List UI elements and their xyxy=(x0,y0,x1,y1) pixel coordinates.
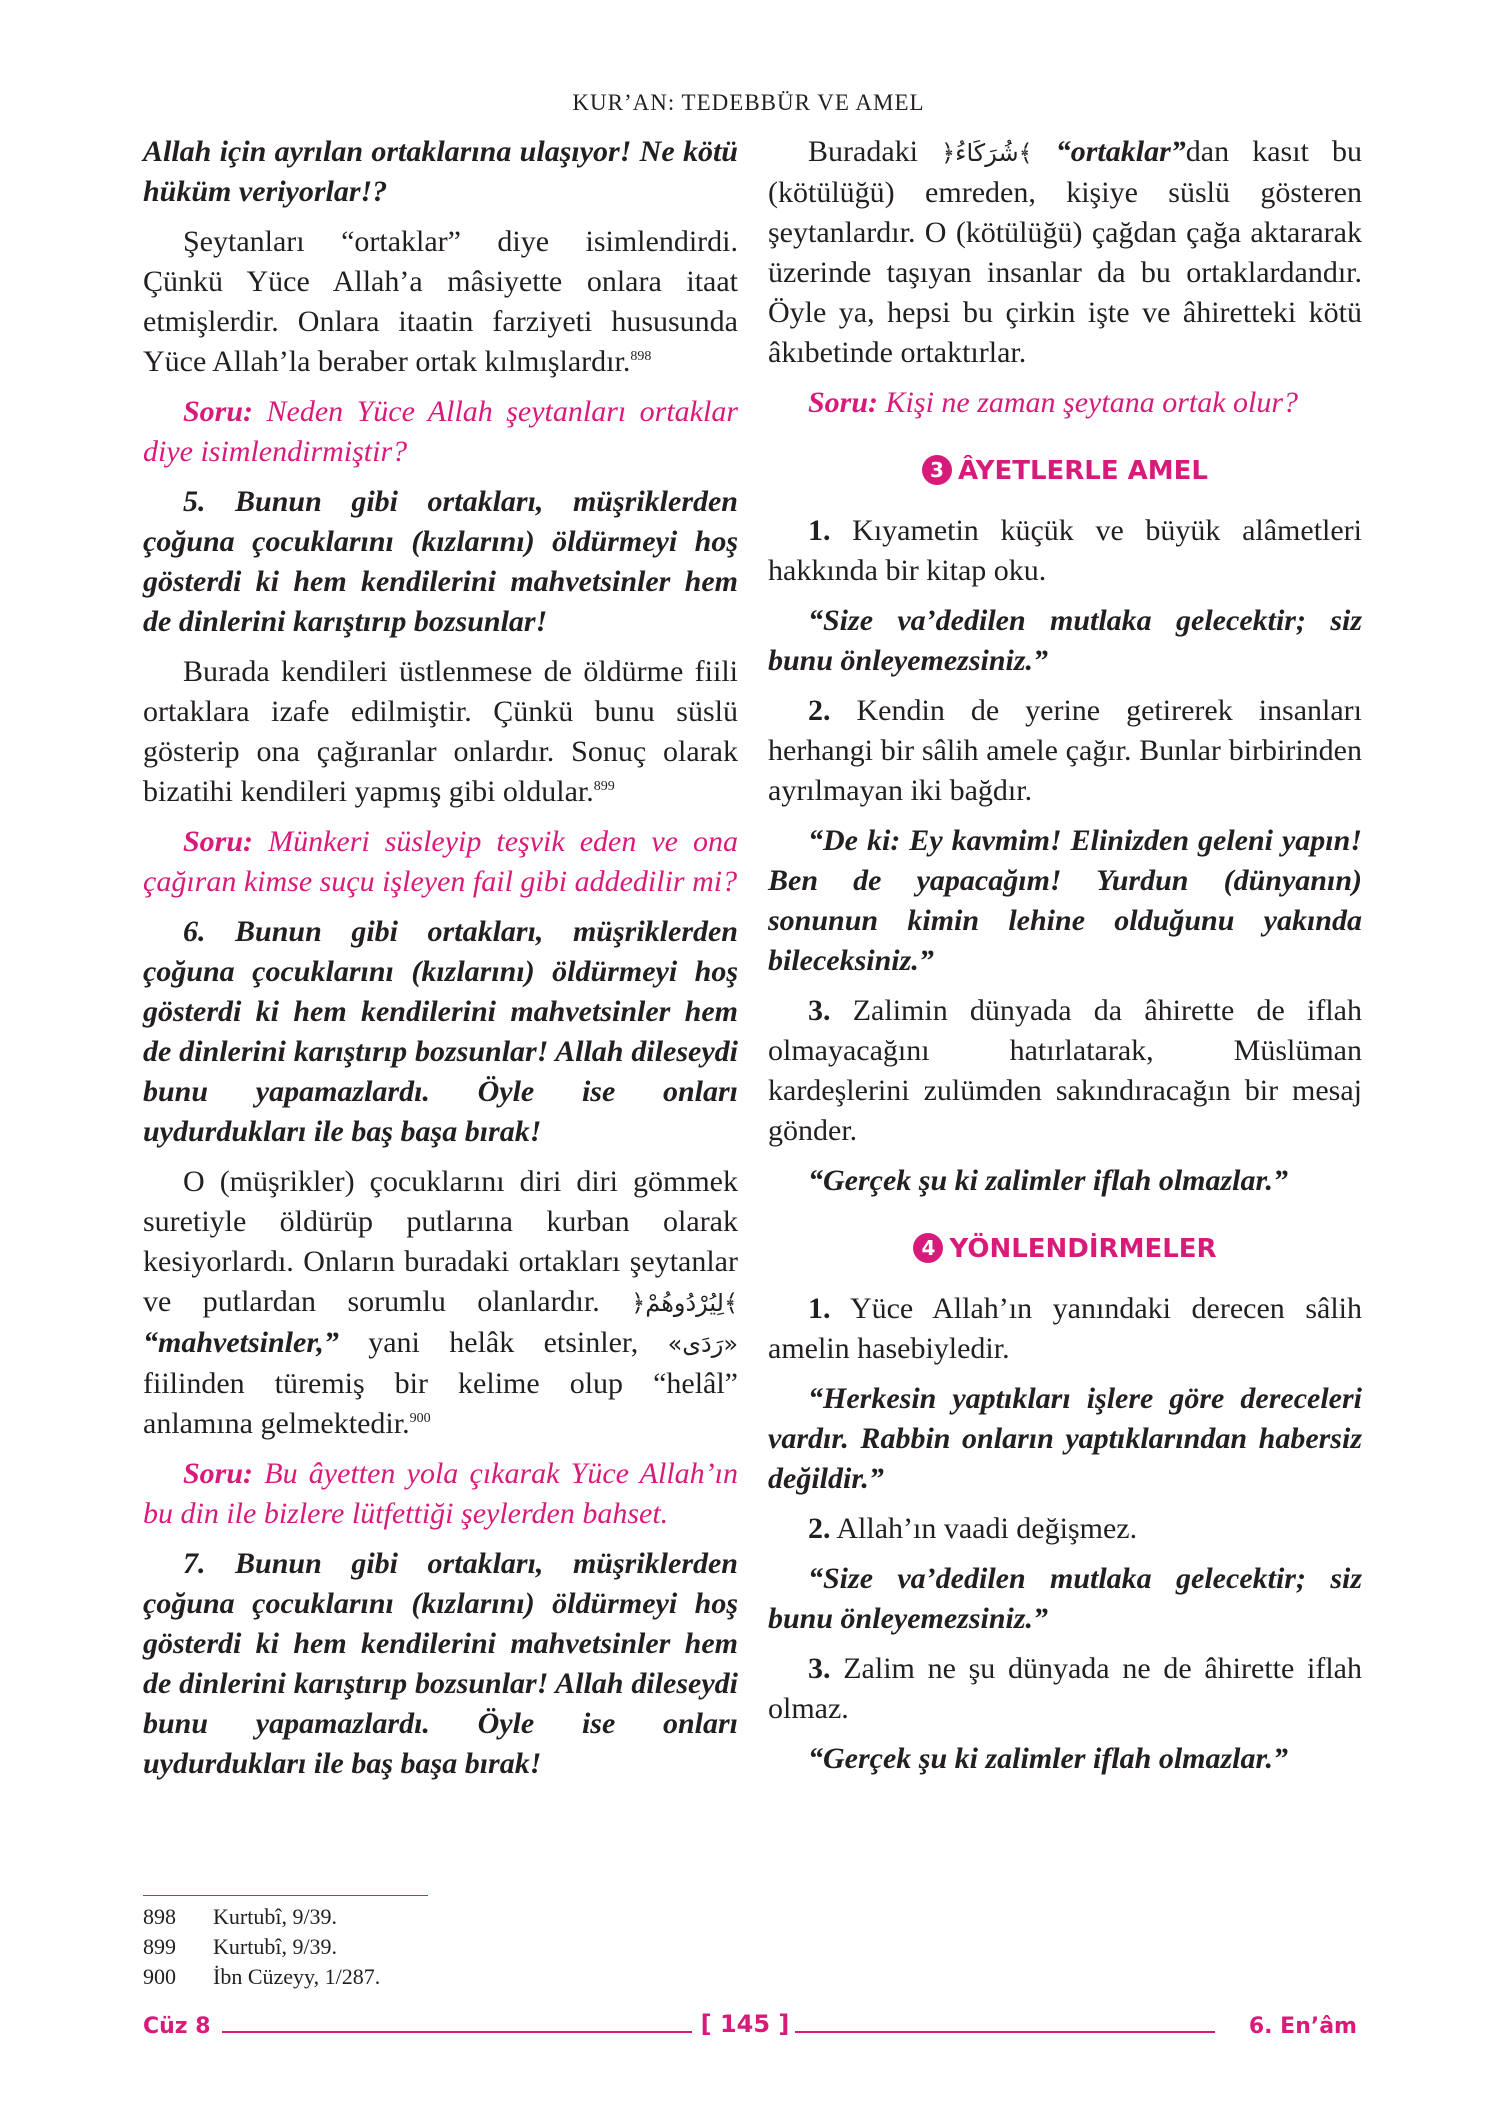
footnote: 898 Kurtubî, 9/39. xyxy=(143,1904,338,1929)
left-column xyxy=(143,132,738,1794)
arabic-word: ﴿لِيُرْدُوهُمْ﴾ xyxy=(631,1289,739,1317)
juz-label: Cüz 8 xyxy=(143,2014,211,2039)
list-item: 3. Zalimin dünyada da âhirette de iflah olmayacağını hatırlatarak, Müslüman kardeşlerini zulümden sakındıracağın bir mesaj gönder. xyxy=(768,994,1363,1147)
commentary-paragraph: Burada kendileri üstlenmese de öldürme fiili ortaklara izafe edilmiştir. Çünkü bunu süslü gösterip ona çağıranlar onlardır. Sonuç olarak bizatihi kendileri yapmış gibi oldular.$^{899}$ xyxy=(143,655,738,808)
right-column xyxy=(768,132,1362,1789)
section-heading-yonlendirmeler: 4 YÖNLENDİRMELER xyxy=(768,1231,1362,1267)
question: Soru: Bu âyetten yola çıkarak Yüce Allah’ın bu din ile bizlere lütfettiği şeylerden bahset. xyxy=(143,1457,738,1530)
verse-quote: “Herkesin yaptıkları işlere göre dereceleri vardır. Rabbin onların yaptıklarından habersiz değildir.” xyxy=(768,1382,1362,1495)
verse-text: Allah için ayrılan ortaklarına ulaşıyor! Ne kötü hüküm veriyorlar!? xyxy=(143,135,738,208)
footnote-ref: 899 xyxy=(593,779,615,794)
verse-quote: “Gerçek şu ki zalimler iflah olmazlar.” xyxy=(808,1742,1289,1775)
footer-rule xyxy=(795,2031,1215,2033)
footnotes xyxy=(143,1902,380,1992)
page-footer xyxy=(0,2010,1497,2050)
footnote: 900 İbn Cüzeyy, 1/287. xyxy=(143,1964,381,1989)
footer-rule xyxy=(222,2031,692,2033)
verse-quote: “De ki: Ey kavmim! Elinizden geleni yapın! Ben de yapacağım! Yurdun (dünyanın) sonunun kimin lehine olduğunu yakında bileceksiniz.” xyxy=(768,824,1362,977)
list-item: 1. Kıyametin küçük ve büyük alâmetleri hakkında bir kitap oku. xyxy=(768,514,1363,587)
verse-text: 7. Bunun gibi ortakları, müşriklerden çoğuna çocuklarını (kızlarını) öldürmeyi hoş gösterdi ki hem kendilerini mahvetsinler hem de dinlerini karıştırıp bozsunlar! Allah dileseydi bunu yapamazlardı. Öyle ise onları uydurdukları ile baş başa bırak! xyxy=(143,1547,738,1780)
question: Soru: Kişi ne zaman şeytana ortak olur? xyxy=(808,386,1299,419)
verse-quote: “Size va’dedilen mutlaka gelecektir; siz bunu önleyemezsiniz.” xyxy=(768,1562,1362,1635)
list-item: 2. Kendin de yerine getirerek insanları herhangi bir sâlih amele çağır. Bunlar birbirinden ayrılmayan iki bağdır. xyxy=(768,694,1363,807)
page-number: [ 145 ] xyxy=(700,2010,790,2038)
arabic-word: «رَدَى» xyxy=(667,1330,739,1358)
commentary-paragraph: Buradaki ﴿شُرَكَاءُ﴾ “ortaklar”dan kasıt bu (kötülüğü) emreden, kişiye süslü gösteren şeytanlardır. O (kötülüğü) çağdan çağa aktararak üzerinde taşıyan insanlar da bu ortaklardandır. Öyle ya, hepsi bu çirkin işte ve âhiretteki kötü âkıbetinde ortaktırlar. xyxy=(768,135,1363,369)
commentary-paragraph: Şeytanları “ortaklar” diye isimlendirdi. Çünkü Yüce Allah’a mâsiyette onlara itaat etmişlerdir. Onlara itaatin farziyeti hususunda Yüce Allah’la beraber ortak kılmışlardır.$^{898}$ xyxy=(143,225,738,378)
list-item: 2. Allah’ın vaadi değişmez. xyxy=(808,1512,1138,1545)
verse-quote: “Gerçek şu ki zalimler iflah olmazlar.” xyxy=(808,1164,1289,1197)
section-number-badge: 3 xyxy=(922,455,952,485)
footnote: 899 Kurtubî, 9/39. xyxy=(143,1934,338,1959)
question: Soru: Neden Yüce Allah şeytanları ortaklar diye isimlendirmiştir? xyxy=(143,395,739,468)
footnote-ref: 900 xyxy=(409,1411,431,1426)
footnote-ref: 898 xyxy=(630,349,652,364)
question: Soru: Münkeri süsleyip teşvik eden ve ona çağıran kimse suçu işleyen fail gibi addedilir mi? xyxy=(143,825,739,898)
section-heading-ayetlerle-amel: 3 ÂYETLERLE AMEL xyxy=(768,453,1362,489)
verse-text: 5. Bunun gibi ortakları, müşriklerden çoğuna çocuklarını (kızlarını) öldürmeyi hoş gösterdi ki hem kendilerini mahvetsinler hem de dinlerini karıştırıp bozsunlar! xyxy=(143,485,738,638)
surah-label: 6. En’âm xyxy=(1248,2014,1357,2039)
list-item: 3. Zalim ne şu dünyada ne de âhirette iflah olmaz. xyxy=(768,1652,1362,1725)
list-item: 1. Yüce Allah’ın yanındaki derecen sâlih amelin hasebiyledir. xyxy=(768,1292,1362,1365)
running-header: KUR’AN: TEDEBBÜR VE AMEL xyxy=(572,90,925,115)
verse-text: 6. Bunun gibi ortakları, müşriklerden çoğuna çocuklarını (kızlarını) öldürmeyi hoş gösterdi ki hem kendilerini mahvetsinler hem de dinlerini karıştırıp bozsunlar! Allah dileseydi bunu yapamazlardı. Öyle ise onları uydurdukları ile baş başa bırak! xyxy=(143,915,738,1148)
commentary-paragraph: O (müşrikler) çocuklarını diri diri gömmek suretiyle öldürüp putlarına kurban olarak kesiyorlardı. Onların buradaki ortakları şeytanlar ve putlardan sorumlu olanlardır. ﴿لِيُرْدُوهُمْ﴾ “mahvetsinler,” yani helâk etsinler, «رَدَى» fiilinden türemiş bir kelime olup “helâl” anlamına gelmektedir.$^{900}$ xyxy=(143,1165,739,1440)
footnote-divider xyxy=(143,1895,428,1896)
verse-quote: “Size va’dedilen mutlaka gelecektir; siz bunu önleyemezsiniz.” xyxy=(768,604,1362,677)
arabic-word: ﴿شُرَكَاءُ﴾ xyxy=(941,139,1033,167)
section-number-badge: 4 xyxy=(913,1233,943,1263)
